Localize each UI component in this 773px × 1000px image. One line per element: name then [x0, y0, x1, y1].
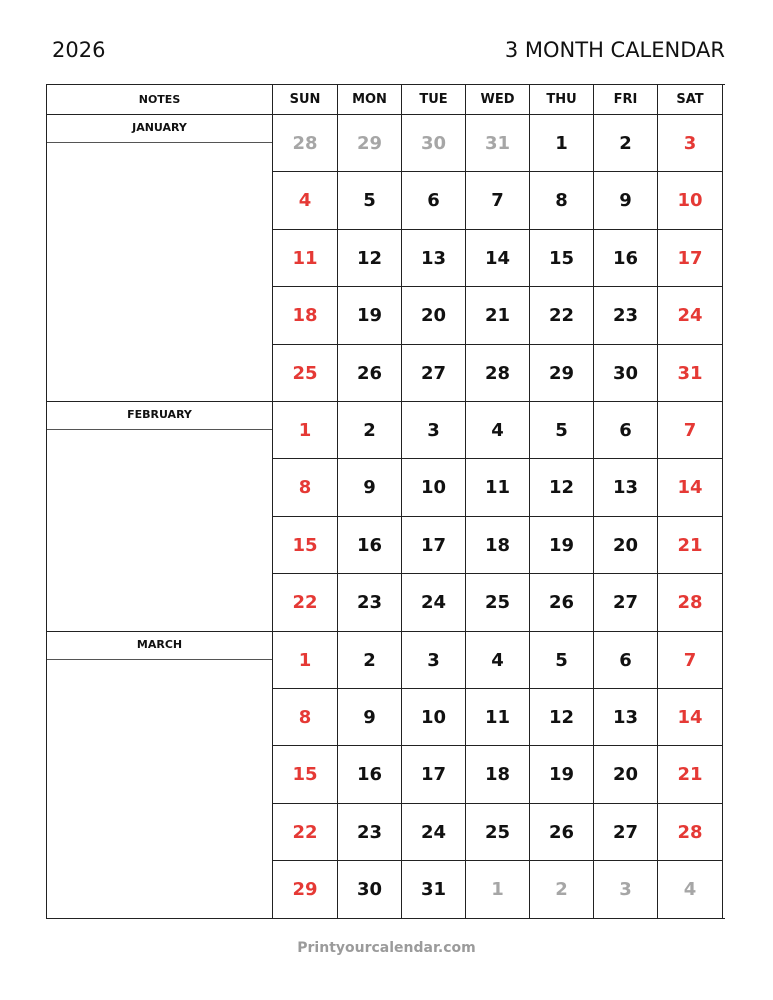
day-cell[interactable]: 18	[466, 746, 530, 803]
day-cell[interactable]: 17	[402, 517, 466, 574]
day-cell[interactable]: 23	[338, 804, 402, 861]
notes-block-january	[47, 115, 272, 402]
day-cell[interactable]: 22	[273, 574, 338, 631]
day-cell[interactable]: 1	[273, 402, 338, 459]
day-cell[interactable]: 1	[530, 115, 594, 172]
day-cell[interactable]: 12	[530, 459, 594, 516]
day-cell[interactable]: 11	[466, 689, 530, 746]
day-cell[interactable]: 7	[658, 402, 723, 459]
day-cell[interactable]: 13	[594, 459, 658, 516]
notes-block-february	[47, 402, 272, 632]
day-cell[interactable]: 28	[658, 804, 723, 861]
day-cell[interactable]: 27	[402, 345, 466, 402]
weekday-header-mon: MON	[338, 85, 402, 115]
day-cell[interactable]: 10	[658, 172, 723, 229]
day-cell[interactable]: 1	[466, 861, 530, 918]
day-cell[interactable]: 4	[658, 861, 723, 918]
day-cell[interactable]: 23	[338, 574, 402, 631]
day-cell[interactable]: 5	[530, 402, 594, 459]
day-cell[interactable]: 22	[273, 804, 338, 861]
site-credit[interactable]: Printyourcalendar.com	[297, 940, 476, 956]
day-cell[interactable]: 25	[273, 345, 338, 402]
day-cell[interactable]: 4	[466, 632, 530, 689]
day-cell[interactable]: 9	[338, 689, 402, 746]
day-cell[interactable]: 5	[338, 172, 402, 229]
day-cell[interactable]: 7	[466, 172, 530, 229]
day-cell[interactable]: 14	[658, 689, 723, 746]
day-cell[interactable]: 30	[594, 345, 658, 402]
day-cell[interactable]: 25	[466, 804, 530, 861]
weekday-header-fri: FRI	[594, 85, 658, 115]
day-cell[interactable]: 3	[402, 632, 466, 689]
day-cell[interactable]: 13	[594, 689, 658, 746]
day-cell[interactable]: 14	[658, 459, 723, 516]
calendar-title: 3 MONTH CALENDAR	[504, 38, 725, 62]
day-cell[interactable]: 16	[338, 746, 402, 803]
day-cell[interactable]: 6	[594, 632, 658, 689]
day-cell[interactable]: 20	[594, 517, 658, 574]
day-cell[interactable]: 9	[594, 172, 658, 229]
day-cell[interactable]: 10	[402, 459, 466, 516]
calendar-frame	[46, 84, 725, 919]
weekday-header-sun: SUN	[273, 85, 338, 115]
day-cell[interactable]: 17	[402, 746, 466, 803]
day-cell[interactable]: 24	[658, 287, 723, 344]
day-cell[interactable]: 6	[594, 402, 658, 459]
day-cell[interactable]: 9	[338, 459, 402, 516]
weekday-header-thu: THU	[530, 85, 594, 115]
day-cell[interactable]: 1	[273, 632, 338, 689]
notes-column	[47, 85, 273, 919]
day-cell[interactable]: 3	[594, 861, 658, 918]
day-cell[interactable]: 22	[530, 287, 594, 344]
day-cell[interactable]: 28	[466, 345, 530, 402]
day-cell[interactable]: 7	[658, 632, 723, 689]
day-cell[interactable]: 27	[594, 574, 658, 631]
day-cell[interactable]: 8	[273, 689, 338, 746]
day-cell[interactable]: 4	[466, 402, 530, 459]
day-cell[interactable]: 23	[594, 287, 658, 344]
day-cell[interactable]: 5	[530, 632, 594, 689]
notes-area[interactable]	[47, 430, 272, 630]
day-cell[interactable]: 16	[594, 230, 658, 287]
day-cell[interactable]: 8	[530, 172, 594, 229]
month-label-march: MARCH	[47, 632, 272, 660]
day-cell[interactable]: 19	[338, 287, 402, 344]
day-cell[interactable]: 2	[338, 632, 402, 689]
day-cell[interactable]: 14	[466, 230, 530, 287]
day-cell[interactable]: 29	[273, 861, 338, 918]
day-cell[interactable]: 11	[273, 230, 338, 287]
day-cell[interactable]: 4	[273, 172, 338, 229]
month-label-january: JANUARY	[47, 115, 272, 143]
day-cell[interactable]: 15	[273, 746, 338, 803]
day-cell[interactable]: 10	[402, 689, 466, 746]
day-cell[interactable]: 24	[402, 574, 466, 631]
day-cell[interactable]: 2	[338, 402, 402, 459]
day-cell[interactable]: 26	[530, 804, 594, 861]
notes-header: NOTES	[47, 85, 272, 115]
day-cell[interactable]: 24	[402, 804, 466, 861]
notes-block-march	[47, 632, 272, 919]
day-cell[interactable]: 30	[338, 861, 402, 918]
day-cell[interactable]: 29	[338, 115, 402, 172]
day-cell[interactable]: 18	[273, 287, 338, 344]
day-cell[interactable]: 19	[530, 746, 594, 803]
notes-area[interactable]	[47, 660, 272, 917]
day-cell[interactable]: 30	[402, 115, 466, 172]
day-cell[interactable]: 6	[402, 172, 466, 229]
day-cell[interactable]: 20	[594, 746, 658, 803]
day-cell[interactable]: 13	[402, 230, 466, 287]
day-cell[interactable]: 21	[466, 287, 530, 344]
day-cell[interactable]: 26	[338, 345, 402, 402]
day-cell[interactable]: 21	[658, 517, 723, 574]
day-cell[interactable]: 31	[658, 345, 723, 402]
day-cell[interactable]: 28	[273, 115, 338, 172]
day-cell[interactable]: 17	[658, 230, 723, 287]
day-cell[interactable]: 19	[530, 517, 594, 574]
year-label: 2026	[52, 38, 106, 62]
day-cell[interactable]: 12	[530, 689, 594, 746]
day-cell[interactable]: 31	[402, 861, 466, 918]
day-cell[interactable]: 8	[273, 459, 338, 516]
day-cell[interactable]: 3	[402, 402, 466, 459]
day-cell[interactable]: 2	[594, 115, 658, 172]
day-cell[interactable]: 25	[466, 574, 530, 631]
weekday-header-sat: SAT	[658, 85, 723, 115]
day-cell[interactable]: 2	[530, 861, 594, 918]
day-cell[interactable]: 21	[658, 746, 723, 803]
day-cell[interactable]: 12	[338, 230, 402, 287]
day-cell[interactable]: 15	[530, 230, 594, 287]
day-cell[interactable]: 11	[466, 459, 530, 516]
calendar-grid	[273, 85, 725, 919]
month-label-february: FEBRUARY	[47, 402, 272, 430]
day-cell[interactable]: 27	[594, 804, 658, 861]
weekday-header-wed: WED	[466, 85, 530, 115]
day-cell[interactable]: 26	[530, 574, 594, 631]
day-cell[interactable]: 29	[530, 345, 594, 402]
day-cell[interactable]: 31	[466, 115, 530, 172]
day-cell[interactable]: 3	[658, 115, 723, 172]
notes-area[interactable]	[47, 143, 272, 400]
day-cell[interactable]: 16	[338, 517, 402, 574]
day-cell[interactable]: 28	[658, 574, 723, 631]
day-cell[interactable]: 15	[273, 517, 338, 574]
day-cell[interactable]: 18	[466, 517, 530, 574]
day-cell[interactable]: 20	[402, 287, 466, 344]
weekday-header-tue: TUE	[402, 85, 466, 115]
